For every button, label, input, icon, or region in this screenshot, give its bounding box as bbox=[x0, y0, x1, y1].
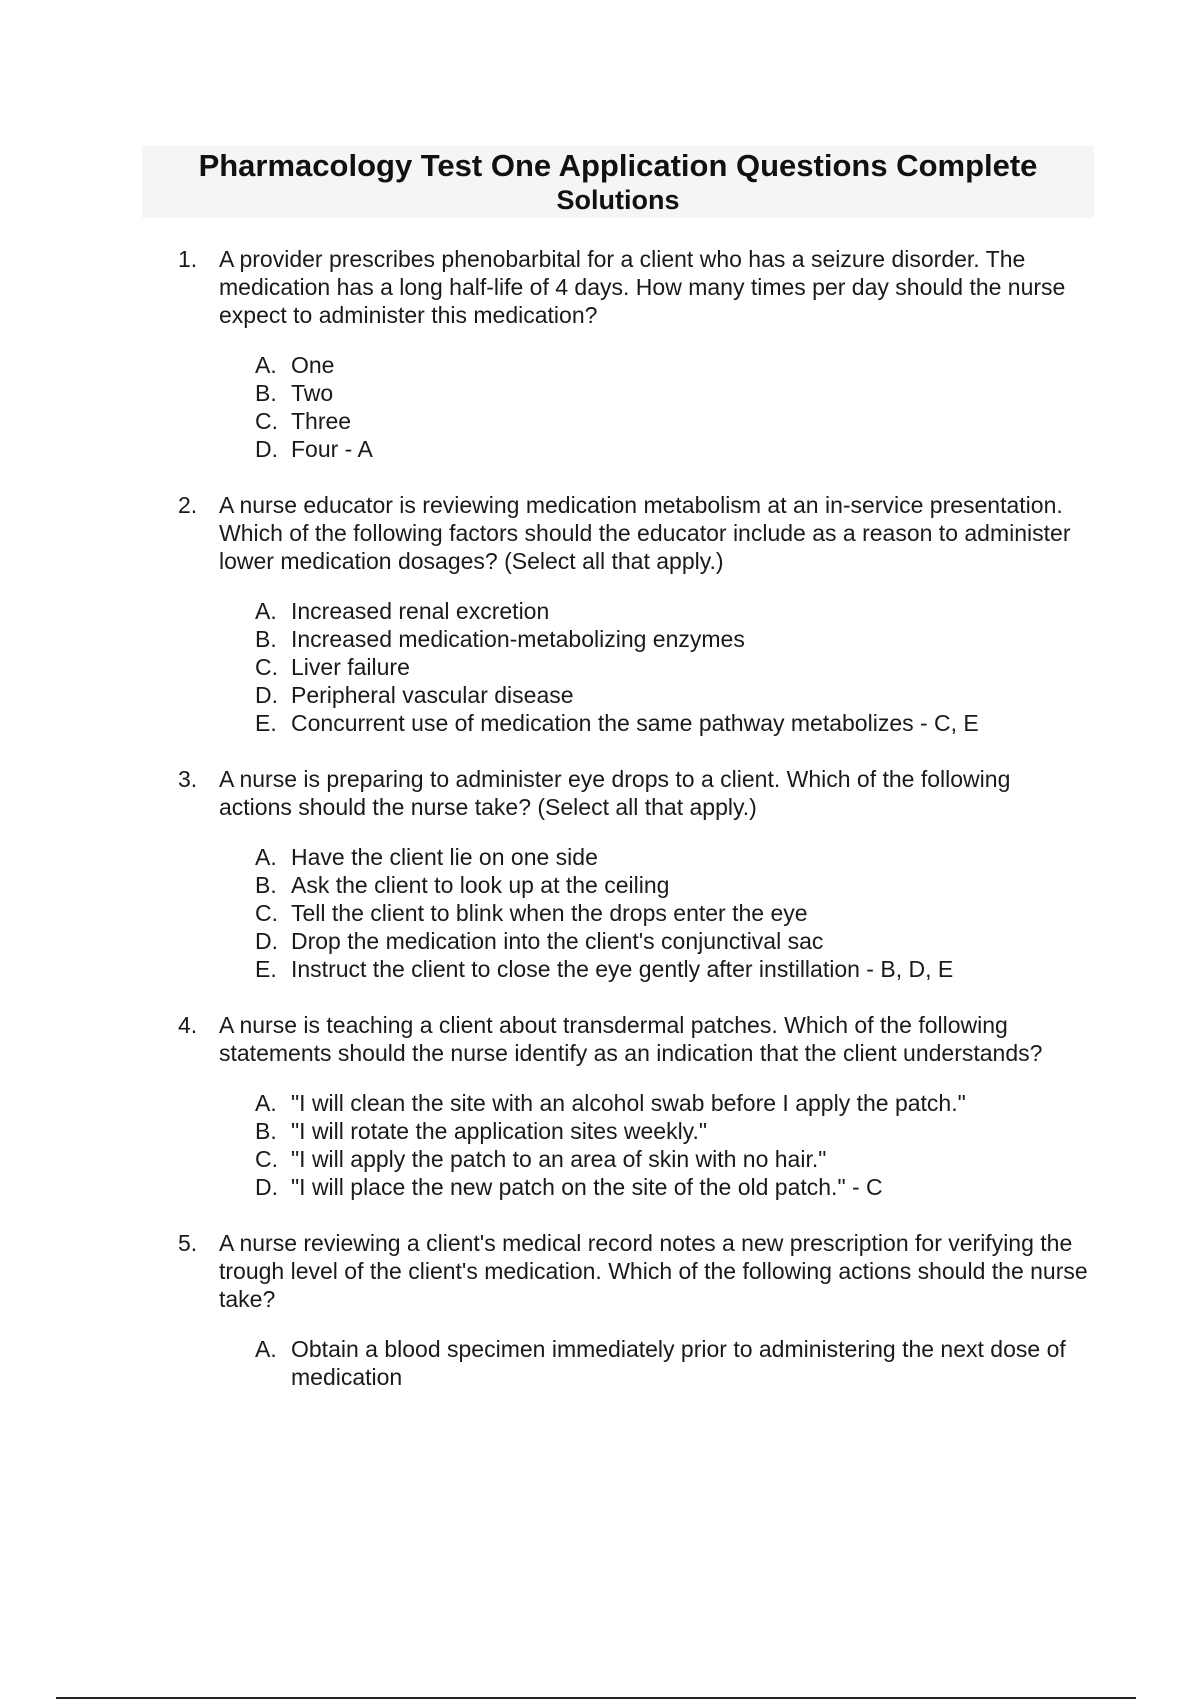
document-subtitle: Solutions bbox=[556, 185, 680, 215]
option-letter: A. bbox=[255, 844, 277, 870]
question-text: A nurse educator is reviewing medication metabolism at an in-service presentation. Which of the following factors should the educator include as a reason to administer lower medication dosages? (Select all that apply.) bbox=[219, 492, 1071, 574]
question-number: 5. bbox=[178, 1230, 198, 1256]
option-letter: C. bbox=[255, 408, 278, 434]
option-c bbox=[255, 407, 1088, 435]
question-3 bbox=[178, 765, 1088, 983]
option-e bbox=[255, 709, 1088, 737]
option-b bbox=[255, 871, 1088, 899]
option-a bbox=[255, 1335, 1088, 1391]
option-text: Increased medication-metabolizing enzymes bbox=[291, 626, 745, 652]
option-b bbox=[255, 1117, 1088, 1145]
option-text: Have the client lie on one side bbox=[291, 844, 598, 870]
option-text: "I will place the new patch on the site of the old patch." - C bbox=[291, 1174, 883, 1200]
option-d bbox=[255, 681, 1088, 709]
option-d bbox=[255, 435, 1088, 463]
option-letter: D. bbox=[255, 928, 278, 954]
title-block bbox=[142, 146, 1094, 218]
question-5 bbox=[178, 1229, 1088, 1391]
option-a bbox=[255, 351, 1088, 379]
option-b bbox=[255, 379, 1088, 407]
option-text: Ask the client to look up at the ceiling bbox=[291, 872, 670, 898]
option-e bbox=[255, 955, 1088, 983]
question-number: 2. bbox=[178, 492, 198, 518]
option-a bbox=[255, 1089, 1088, 1117]
option-text: Obtain a blood specimen immediately prior to administering the next dose of medication bbox=[291, 1336, 1066, 1390]
option-text: "I will clean the site with an alcohol swab before I apply the patch." bbox=[291, 1090, 966, 1116]
question-text: A nurse is preparing to administer eye drops to a client. Which of the following actions should the nurse take? (Select all that apply.) bbox=[219, 766, 1011, 820]
option-letter: C. bbox=[255, 654, 278, 680]
option-list bbox=[255, 1089, 1088, 1201]
option-c bbox=[255, 899, 1088, 927]
option-text: Peripheral vascular disease bbox=[291, 682, 574, 708]
question-text: A provider prescribes phenobarbital for a client who has a seizure disorder. The medication has a long half-life of 4 days. How many times per day should the nurse expect to administer this medication? bbox=[219, 246, 1066, 328]
question-1 bbox=[178, 245, 1088, 463]
option-text: Two bbox=[291, 380, 334, 406]
option-text: Three bbox=[291, 408, 352, 434]
option-text: Drop the medication into the client's conjunctival sac bbox=[291, 928, 824, 954]
question-number: 1. bbox=[178, 246, 198, 272]
question-list bbox=[178, 245, 1088, 1391]
option-text: Four - A bbox=[291, 436, 373, 462]
option-letter: D. bbox=[255, 436, 278, 462]
option-text: Concurrent use of medication the same pathway metabolizes - C, E bbox=[291, 710, 979, 736]
option-letter: A. bbox=[255, 598, 277, 624]
option-text: Increased renal excretion bbox=[291, 598, 550, 624]
option-letter: E. bbox=[255, 710, 277, 736]
option-letter: B. bbox=[255, 380, 277, 406]
option-letter: B. bbox=[255, 626, 277, 652]
option-letter: E. bbox=[255, 956, 277, 982]
option-text: Liver failure bbox=[291, 654, 410, 680]
option-list bbox=[255, 1335, 1088, 1391]
question-4 bbox=[178, 1011, 1088, 1201]
option-letter: C. bbox=[255, 900, 278, 926]
option-a bbox=[255, 597, 1088, 625]
option-letter: A. bbox=[255, 352, 277, 378]
option-c bbox=[255, 1145, 1088, 1173]
option-list bbox=[255, 843, 1088, 983]
option-list bbox=[255, 597, 1088, 737]
option-letter: C. bbox=[255, 1146, 278, 1172]
option-d bbox=[255, 1173, 1088, 1201]
option-d bbox=[255, 927, 1088, 955]
option-letter: D. bbox=[255, 682, 278, 708]
option-letter: A. bbox=[255, 1336, 277, 1362]
question-text: A nurse reviewing a client's medical record notes a new prescription for verifying the trough level of the client's medication. Which of the following actions should the nurse take? bbox=[219, 1230, 1088, 1312]
option-text: One bbox=[291, 352, 335, 378]
document-title: Pharmacology Test One Application Questions Complete bbox=[198, 148, 1038, 183]
option-b bbox=[255, 625, 1088, 653]
option-c bbox=[255, 653, 1088, 681]
option-list bbox=[255, 351, 1088, 463]
question-2 bbox=[178, 491, 1088, 737]
option-letter: B. bbox=[255, 1118, 277, 1144]
option-text: "I will apply the patch to an area of skin with no hair." bbox=[291, 1146, 827, 1172]
option-letter: B. bbox=[255, 872, 277, 898]
question-number: 4. bbox=[178, 1012, 198, 1038]
question-text: A nurse is teaching a client about transdermal patches. Which of the following statements should the nurse identify as an indication that the client understands? bbox=[219, 1012, 1043, 1066]
option-letter: D. bbox=[255, 1174, 278, 1200]
option-a bbox=[255, 843, 1088, 871]
option-letter: A. bbox=[255, 1090, 277, 1116]
bottom-divider bbox=[56, 1697, 1136, 1699]
question-number: 3. bbox=[178, 766, 198, 792]
option-text: "I will rotate the application sites weekly." bbox=[291, 1118, 708, 1144]
option-text: Instruct the client to close the eye gently after instillation - B, D, E bbox=[291, 956, 954, 982]
option-text: Tell the client to blink when the drops enter the eye bbox=[291, 900, 808, 926]
